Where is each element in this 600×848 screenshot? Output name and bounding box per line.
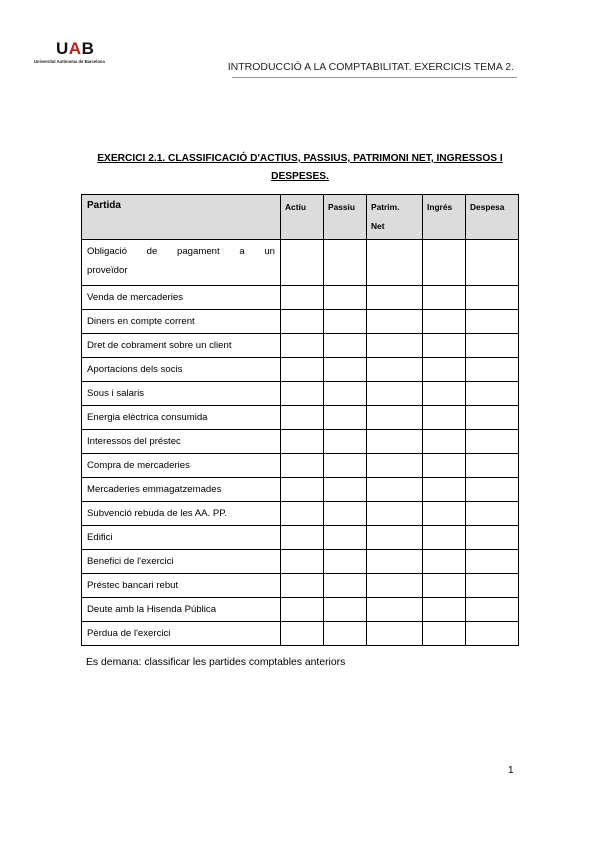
cell-passiu[interactable] (324, 454, 367, 478)
table-row (82, 502, 519, 526)
exercise-title (82, 150, 518, 186)
cell-actiu[interactable] (281, 526, 324, 550)
cell-actiu[interactable] (281, 598, 324, 622)
cell-ingres[interactable] (423, 454, 466, 478)
row-label: Préstec bancari rebut (82, 574, 281, 598)
cell-passiu[interactable] (324, 502, 367, 526)
table-row (82, 454, 519, 478)
table-row (82, 286, 519, 310)
cell-despesa[interactable] (466, 310, 519, 334)
cell-patrimoni-net[interactable] (367, 358, 423, 382)
cell-despesa[interactable] (466, 406, 519, 430)
row-label: Deute amb la Hisenda Pública (82, 598, 281, 622)
uab-logo-mark (56, 40, 134, 57)
cell-patrimoni-net[interactable] (367, 286, 423, 310)
cell-actiu[interactable] (281, 240, 324, 286)
cell-patrimoni-net[interactable] (367, 382, 423, 406)
cell-passiu[interactable] (324, 430, 367, 454)
table-row (82, 240, 519, 286)
cell-despesa[interactable] (466, 598, 519, 622)
header-actiu: Actiu (281, 195, 324, 240)
row-label-line1: Obligació de pagament a un (87, 246, 275, 257)
cell-ingres[interactable] (423, 240, 466, 286)
logo-letter-u: U (56, 39, 69, 58)
cell-patrimoni-net[interactable] (367, 430, 423, 454)
cell-actiu[interactable] (281, 310, 324, 334)
cell-actiu[interactable] (281, 334, 324, 358)
university-logo (34, 40, 134, 64)
cell-despesa[interactable] (466, 574, 519, 598)
cell-actiu[interactable] (281, 574, 324, 598)
cell-passiu[interactable] (324, 526, 367, 550)
cell-actiu[interactable] (281, 358, 324, 382)
row-label: Mercaderies emmagatzemades (82, 478, 281, 502)
cell-ingres[interactable] (423, 574, 466, 598)
cell-ingres[interactable] (423, 430, 466, 454)
header-patrim-line1: Patrim. (371, 202, 400, 212)
cell-ingres[interactable] (423, 598, 466, 622)
cell-despesa[interactable] (466, 358, 519, 382)
cell-passiu[interactable] (324, 478, 367, 502)
cell-ingres[interactable] (423, 286, 466, 310)
cell-ingres[interactable] (423, 526, 466, 550)
logo-subtitle: Universitat Autònoma de Barcelona (34, 59, 105, 64)
cell-ingres[interactable] (423, 622, 466, 646)
cell-actiu[interactable] (281, 286, 324, 310)
cell-patrimoni-net[interactable] (367, 598, 423, 622)
row-label: Pèrdua de l'exercici (82, 622, 281, 646)
page-number: 1 (508, 765, 514, 776)
table-row (82, 310, 519, 334)
cell-despesa[interactable] (466, 550, 519, 574)
cell-despesa[interactable] (466, 454, 519, 478)
cell-passiu[interactable] (324, 382, 367, 406)
table-row (82, 550, 519, 574)
table-row (82, 526, 519, 550)
cell-passiu[interactable] (324, 406, 367, 430)
cell-actiu[interactable] (281, 502, 324, 526)
cell-despesa[interactable] (466, 622, 519, 646)
cell-patrimoni-net[interactable] (367, 622, 423, 646)
cell-ingres[interactable] (423, 502, 466, 526)
cell-patrimoni-net[interactable] (367, 454, 423, 478)
cell-ingres[interactable] (423, 334, 466, 358)
table-row (82, 622, 519, 646)
logo-letter-a: A (68, 39, 82, 58)
cell-passiu[interactable] (324, 574, 367, 598)
cell-passiu[interactable] (324, 550, 367, 574)
cell-passiu[interactable] (324, 286, 367, 310)
classification-table (81, 194, 519, 646)
header-despesa: Despesa (466, 195, 519, 240)
header-passiu: Passiu (324, 195, 367, 240)
cell-passiu[interactable] (324, 598, 367, 622)
cell-despesa[interactable] (466, 382, 519, 406)
cell-patrimoni-net[interactable] (367, 334, 423, 358)
cell-ingres[interactable] (423, 382, 466, 406)
cell-passiu[interactable] (324, 334, 367, 358)
cell-passiu[interactable] (324, 622, 367, 646)
header-ingres: Ingrés (423, 195, 466, 240)
cell-passiu[interactable] (324, 310, 367, 334)
cell-actiu[interactable] (281, 622, 324, 646)
cell-despesa[interactable] (466, 526, 519, 550)
cell-patrimoni-net[interactable] (367, 240, 423, 286)
exercise-title-line2: DESPESES. (271, 171, 329, 182)
cell-despesa[interactable] (466, 478, 519, 502)
cell-despesa[interactable] (466, 286, 519, 310)
cell-despesa[interactable] (466, 240, 519, 286)
cell-patrimoni-net[interactable] (367, 310, 423, 334)
cell-despesa[interactable] (466, 334, 519, 358)
cell-ingres[interactable] (423, 478, 466, 502)
cell-ingres[interactable] (423, 406, 466, 430)
exercise-title-line1: EXERCICI 2.1. CLASSIFICACIÓ D'ACTIUS, PASSIUS, PATRIMONI NET, INGRESSOS I (97, 153, 503, 164)
table-header-row (82, 195, 519, 240)
table-row (82, 478, 519, 502)
table-row (82, 430, 519, 454)
cell-patrimoni-net[interactable] (367, 526, 423, 550)
header-patrimoni-net (367, 195, 423, 240)
header-title: INTRODUCCIÓ A LA COMPTABILITAT. EXERCICIS TEMA 2. (227, 61, 514, 73)
row-label: Edifici (82, 526, 281, 550)
cell-actiu[interactable] (281, 406, 324, 430)
table-row (82, 382, 519, 406)
row-label: Dret de cobrament sobre un client (82, 334, 281, 358)
cell-patrimoni-net[interactable] (367, 550, 423, 574)
row-label: Energia elèctrica consumida (82, 406, 281, 430)
cell-actiu[interactable] (281, 478, 324, 502)
cell-ingres[interactable] (423, 358, 466, 382)
instruction-note: Es demana: classificar les partides comptables anteriors (86, 657, 346, 668)
row-label: Benefici de l'exercici (82, 550, 281, 574)
cell-actiu[interactable] (281, 454, 324, 478)
cell-patrimoni-net[interactable] (367, 574, 423, 598)
cell-patrimoni-net[interactable] (367, 406, 423, 430)
cell-actiu[interactable] (281, 550, 324, 574)
cell-patrimoni-net[interactable] (367, 478, 423, 502)
row-label: Compra de mercaderies (82, 454, 281, 478)
cell-actiu[interactable] (281, 382, 324, 406)
row-label: Subvenció rebuda de les AA. PP. (82, 502, 281, 526)
cell-patrimoni-net[interactable] (367, 502, 423, 526)
row-label: Diners en compte corrent (82, 310, 281, 334)
table-row (82, 334, 519, 358)
cell-passiu[interactable] (324, 240, 367, 286)
table-row (82, 598, 519, 622)
cell-actiu[interactable] (281, 430, 324, 454)
table-row (82, 358, 519, 382)
logo-letter-b: B (81, 39, 95, 58)
table-row (82, 574, 519, 598)
cell-ingres[interactable] (423, 550, 466, 574)
row-label-line2: proveïdor (87, 265, 128, 276)
header-partida: Partida (82, 195, 281, 240)
row-label: Interessos del préstec (82, 430, 281, 454)
cell-despesa[interactable] (466, 502, 519, 526)
table-row (82, 406, 519, 430)
cell-ingres[interactable] (423, 310, 466, 334)
cell-passiu[interactable] (324, 358, 367, 382)
header-divider (232, 77, 517, 78)
row-label: Venda de mercaderies (82, 286, 281, 310)
row-label: Sous i salaris (82, 382, 281, 406)
row-label: Aportacions dels socis (82, 358, 281, 382)
cell-despesa[interactable] (466, 430, 519, 454)
header-patrim-line2: Net (371, 221, 385, 231)
row-label (82, 240, 281, 286)
